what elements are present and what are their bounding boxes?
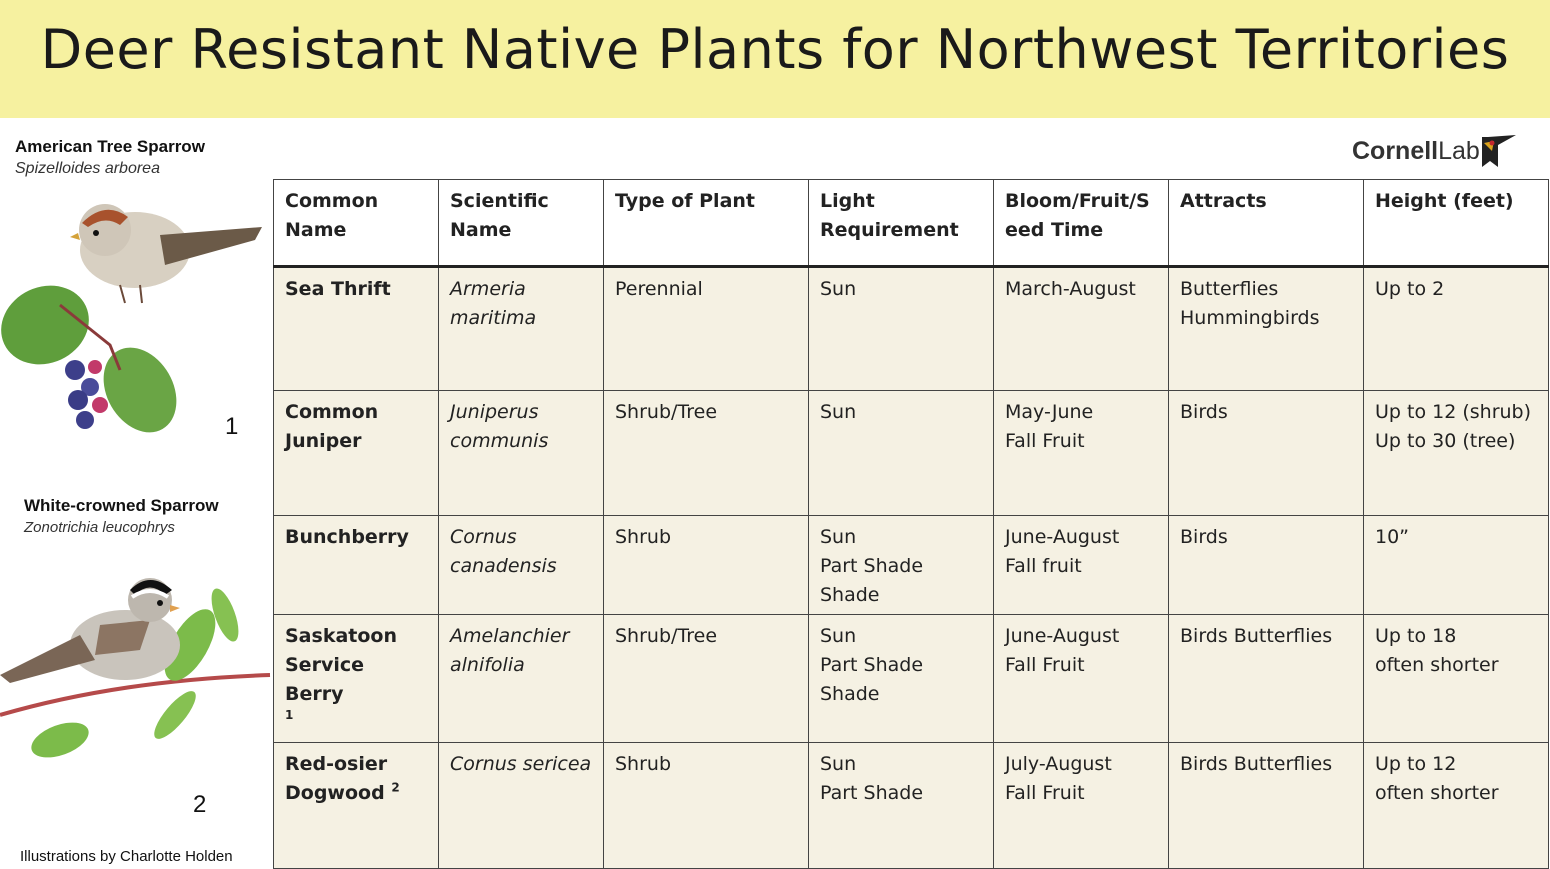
cell-attracts: Birds Butterflies xyxy=(1169,743,1364,869)
cell-scientific-name: Cornus sericea xyxy=(439,743,604,869)
cell-common-name xyxy=(274,743,439,869)
cell-common-name xyxy=(274,615,439,743)
cell-light: Sun xyxy=(809,391,994,516)
table-row xyxy=(274,391,1549,516)
footnote-marker: 2 xyxy=(391,780,400,795)
cornell-lab-logo xyxy=(1352,133,1522,173)
cell-type: Shrub/Tree xyxy=(604,615,809,743)
cell-scientific-name: Armeria maritima xyxy=(439,267,604,391)
header-bloom-time: Bloom/Fruit/Seed Time xyxy=(994,180,1169,267)
cell-attracts: Butterflies Hummingbirds xyxy=(1169,267,1364,391)
cell-type: Shrub xyxy=(604,516,809,615)
bird-2-scientific: Zonotrichia leucophrys xyxy=(24,519,175,536)
cell-scientific-name: Juniperus communis xyxy=(439,391,604,516)
cell-common-name xyxy=(274,516,439,615)
table-header-row xyxy=(274,180,1549,267)
illustration-number-2: 2 xyxy=(193,791,207,818)
cell-height: 10” xyxy=(1364,516,1549,615)
cell-light: Sun xyxy=(809,267,994,391)
common-name-text: Saskatoon Service Berry xyxy=(285,625,397,705)
cell-scientific-name: Amelanchier alnifolia xyxy=(439,615,604,743)
cell-type: Perennial xyxy=(604,267,809,391)
common-name-text: Red-osier Dogwood xyxy=(285,753,388,804)
footnote-marker: 1 xyxy=(285,708,294,722)
bird-2-name: White-crowned Sparrow xyxy=(24,496,219,515)
header-attracts: Attracts xyxy=(1169,180,1364,267)
illustration-number-1: 1 xyxy=(225,413,239,440)
cell-height: Up to 2 xyxy=(1364,267,1549,391)
plants-table xyxy=(273,179,1549,869)
cell-type: Shrub/Tree xyxy=(604,391,809,516)
cell-type: Shrub xyxy=(604,743,809,869)
cell-bloom: March-August xyxy=(994,267,1169,391)
header-type-of-plant: Type of Plant xyxy=(604,180,809,267)
bird-1-name: American Tree Sparrow xyxy=(15,137,205,156)
cell-height: Up to 18 often shorter xyxy=(1364,615,1549,743)
header-scientific-name: Scientific Name xyxy=(439,180,604,267)
cell-common-name xyxy=(274,267,439,391)
cell-bloom: July-August Fall Fruit xyxy=(994,743,1169,869)
cell-light: Sun Part Shade xyxy=(809,743,994,869)
cell-bloom: May-June Fall Fruit xyxy=(994,391,1169,516)
cell-bloom: June-August Fall fruit xyxy=(994,516,1169,615)
cell-attracts: Birds xyxy=(1169,516,1364,615)
cell-bloom: June-August Fall Fruit xyxy=(994,615,1169,743)
cell-light: Sun Part Shade Shade xyxy=(809,516,994,615)
logo-text-light: Lab xyxy=(1438,137,1480,165)
white-crowned-sparrow-illustration xyxy=(0,565,272,765)
table-row xyxy=(274,267,1549,391)
illustration-credit: Illustrations by Charlotte Holden xyxy=(20,848,233,865)
cell-height: Up to 12 often shorter xyxy=(1364,743,1549,869)
cell-attracts: Birds Butterflies xyxy=(1169,615,1364,743)
cell-light: Sun Part Shade Shade xyxy=(809,615,994,743)
header-height: Height (feet) xyxy=(1364,180,1549,267)
table-row xyxy=(274,516,1549,615)
common-name-text: Sea Thrift xyxy=(285,278,391,300)
logo-text-bold: Cornell xyxy=(1352,137,1439,165)
table-row xyxy=(274,743,1549,869)
header-common-name: Common Name xyxy=(274,180,439,267)
common-name-text: Common Juniper xyxy=(285,401,379,452)
page-title: Deer Resistant Native Plants for Northwest Territories xyxy=(40,18,1510,81)
header-light-requirement: Light Requirement xyxy=(809,180,994,267)
woodpecker-logo-icon xyxy=(1470,133,1518,173)
cell-attracts: Birds xyxy=(1169,391,1364,516)
cell-scientific-name: Cornus canadensis xyxy=(439,516,604,615)
common-name-text: Bunchberry xyxy=(285,526,409,548)
bird-1-scientific: Spizelloides arborea xyxy=(15,160,160,177)
table-row xyxy=(274,615,1549,743)
cell-common-name xyxy=(274,391,439,516)
cell-height: Up to 12 (shrub) Up to 30 (tree) xyxy=(1364,391,1549,516)
